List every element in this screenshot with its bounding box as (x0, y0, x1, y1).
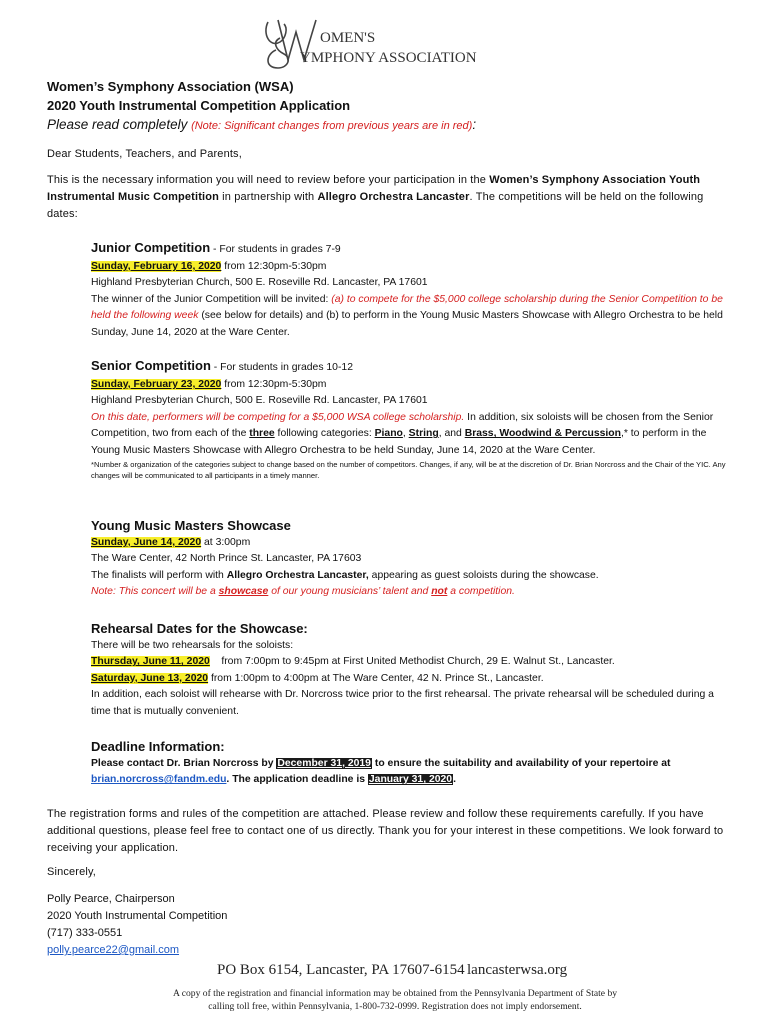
red-changes-note: (Note: Significant changes from previous years are in red) (191, 120, 473, 132)
rehearsal-title: Rehearsal Dates for the Showcase: (91, 621, 308, 636)
showcase-date: Sunday, June 14, 2020 (91, 537, 202, 548)
deadline-text: Please contact Dr. Brian Norcross by December 31, 2019 to ensure the suitability and availability of your repertoire at brian.norcross@fandm.edu. The application deadline is January 31, 2020. (91, 758, 671, 786)
showcase-finalists: The finalists will perform with Allegro Orchestra Lancaster, appearing as guest soloists during the showcase. (91, 569, 599, 581)
senior-details: On this date, performers will be competing for a $5,000 WSA college scholarship. In addition, six soloists will be chosen from the Senior Competition, two from each of the three following categories: Piano, String, and Brass, Woodwind & Percussion,* to perform in the Young Music Masters Showcase with Allegro Orchestra to be held Sunday, June 14, 2020 at the Ware Center. (91, 411, 714, 456)
showcase-location: The Ware Center, 42 North Prince St. Lancaster, PA 17603 (91, 553, 362, 565)
rehearsal-section: Rehearsal Dates for the Showcase: There will be two rehearsals for the soloists: Thursday, June 11, 2020 from 7:00pm to 9:45pm at First United Methodist Church, 29 E. Walnut St., Lancaster. Saturday, June 13, 2020 from 1:00pm to 4:00pm at The Ware Center, 42 N. Prince St., Lancaster. In addition, each soloist will rehearse with Dr. Norcross twice prior to the first rehearsal. The private rehearsal will be scheduled during a time that is mutually convenient. (91, 620, 731, 720)
junior-date: Sunday, February 16, 2020 (91, 261, 222, 272)
deadline-section (91, 738, 731, 789)
junior-title: Junior Competition - For students in grades 7-9 (91, 240, 341, 255)
rehearsal-date-1: Thursday, June 11, 2020 (91, 656, 210, 668)
intro-paragraph: This is the necessary information you will need to review before your participation in the Women’s Symphony Association Youth Instrumental Music Competition in partnership with Allegro Orchestra Lancaster. The competitions will be held on the following dates: (47, 174, 704, 220)
signer-name: Polly Pearce, Chairperson (47, 893, 175, 905)
senior-location: Highland Presbyterian Church, 500 E. Roseville Rd. Lancaster, PA 17601 (91, 395, 428, 407)
junior-red-note: (a) to compete for the $5,000 college scholarship during the Senior Competition to be held the following week (91, 293, 723, 322)
showcase-note: Note: This concert will be a showcase of our young musicians’ talent and not a competition. (91, 586, 515, 598)
logo-text-bottom: YMPHONY ASSOCIATION (300, 50, 477, 66)
signer-title: 2020 Youth Instrumental Competition (47, 910, 228, 922)
application-title: 2020 Youth Instrumental Competition Application (47, 98, 351, 113)
signer-phone: (717) 333-0551 (47, 927, 123, 939)
deadline-title: Deadline Information: (91, 739, 225, 754)
senior-competition-section: Senior Competition - For students in grades 10-12 Sunday, February 23, 2020 from 12:30pm-5:30pm Highland Presbyterian Church, 500 E. Roseville Rd. Lancaster, PA 17601 On this date, performers will be competing for a $5,000 WSA college scholarship. In addition, six soloists will be chosen from the Senior Competition, two from each of the three following categories: Piano, String, and Brass, Woodwind & Percussion,* to perform in the Young Music Masters Showcase with Allegro Orchestra to be held Sunday, June 14, 2020 at the Ware Center. *Number & organization of the categories subject to change based on the number of competitors. Changes, if any, will be at the discretion of Dr. Brian Norcross and the Chair of the YIC. Any changes will be communicated to all participants in a timely manner. (91, 357, 731, 481)
senior-date: Sunday, February 23, 2020 (91, 379, 222, 390)
org-name: Women’s Symphony Association (WSA) (47, 79, 294, 94)
norcross-email-link[interactable]: brian.norcross@fandm.edu (91, 774, 227, 786)
signature-block (47, 891, 227, 959)
category-brass: Brass, Woodwind & Percussion (464, 428, 621, 440)
footer-registration-note: A copy of the registration and financial information may be obtained from the Pennsylvania Department of State by calling toll free, within Pennsylvania, 1-800-732-0999. Registration does not imply endorsement. (172, 988, 618, 1012)
junior-invite: The winner of the Junior Competition will be invited: (a) to compete for the $5,000 college scholarship during the Senior Competition to be held the following week (see below for details) and (b) to perform in the Young Music Masters Showcase with Allegro Orchestra to be held Sunday, June 14, 2020 at the Ware Center. (91, 293, 723, 338)
senior-red-note: On this date, performers will be competing for a $5,000 WSA college scholarship. (91, 411, 465, 423)
rehearsal-date-2: Saturday, June 13, 2020 (91, 672, 209, 684)
footer-address: PO Box 6154, Lancaster, PA 17607-6154 (217, 962, 465, 978)
logo-text-top: OMEN'S (320, 30, 376, 46)
junior-location: Highland Presbyterian Church, 500 E. Roseville Rd. Lancaster, PA 17601 (91, 277, 428, 289)
rehearsal-extra: In addition, each soloist will rehearse with Dr. Norcross twice prior to the first rehearsal. The private rehearsal will be scheduled during a time that is mutually convenient. (91, 689, 714, 717)
read-label: Please read completely (47, 117, 192, 132)
showcase-title: Young Music Masters Showcase (91, 518, 291, 533)
sign-off: Sincerely, (47, 866, 96, 878)
signer-email-link[interactable]: polly.pearce22@gmail.com (47, 944, 180, 956)
wsa-logo-icon (258, 14, 477, 74)
category-string: String (408, 428, 439, 440)
senior-title: Senior Competition - For students in grades 10-12 (91, 358, 353, 373)
showcase-section: Young Music Masters Showcase Sunday, June 14, 2020 at 3:00pm The Ware Center, 42 North Prince St. Lancaster, PA 17603 The finalists will perform with Allegro Orchestra Lancaster, appearing as guest soloists during the showcase. Note: This concert will be a showcase of our young musicians’ talent and not a competition. (91, 517, 731, 601)
intro-org-bold: Women’s Symphony Association Youth Instrumental Music Competition (47, 174, 701, 203)
read-colon: : (472, 117, 477, 132)
deadline-date-contact: December 31, 2019 (277, 758, 371, 769)
rehearsal-intro: There will be two rehearsals for the soloists: (91, 640, 294, 651)
greeting: Dear Students, Teachers, and Parents, (47, 148, 242, 160)
senior-footnote: *Number & organization of the categories subject to change based on the number of competitors. Changes, if any, will be at the discretion of Dr. Brian Norcross and the Chair of the YIC. Any changes will be communicated to all participants in a timely manner. (91, 460, 726, 481)
footer-website: lancasterwsa.org (467, 962, 568, 978)
junior-competition-section: Junior Competition - For students in grades 7-9 Sunday, February 16, 2020 from 12:30pm-5:30pm Highland Presbyterian Church, 500 E. Roseville Rd. Lancaster, PA 17601 The winner of the Junior Competition will be invited: (a) to compete for the $5,000 college scholarship during the Senior Competition to be held the following week (see below for details) and (b) to perform in the Young Music Masters Showcase with Allegro Orchestra to be held Sunday, June 14, 2020 at the Ware Center. (91, 239, 731, 341)
closing-paragraph: The registration forms and rules of the competition are attached. Please review and follow these requirements carefully. If you have additional questions, please feel free to contact one of us directly. Thank you for your interest in these competitions. We look forward to receiving your application. (47, 808, 724, 854)
deadline-date-application: January 31, 2020 (368, 774, 453, 786)
read-notice (47, 117, 476, 132)
intro-orchestra-bold: Allegro Orchestra Lancaster (317, 191, 470, 203)
category-piano: Piano (374, 428, 403, 440)
